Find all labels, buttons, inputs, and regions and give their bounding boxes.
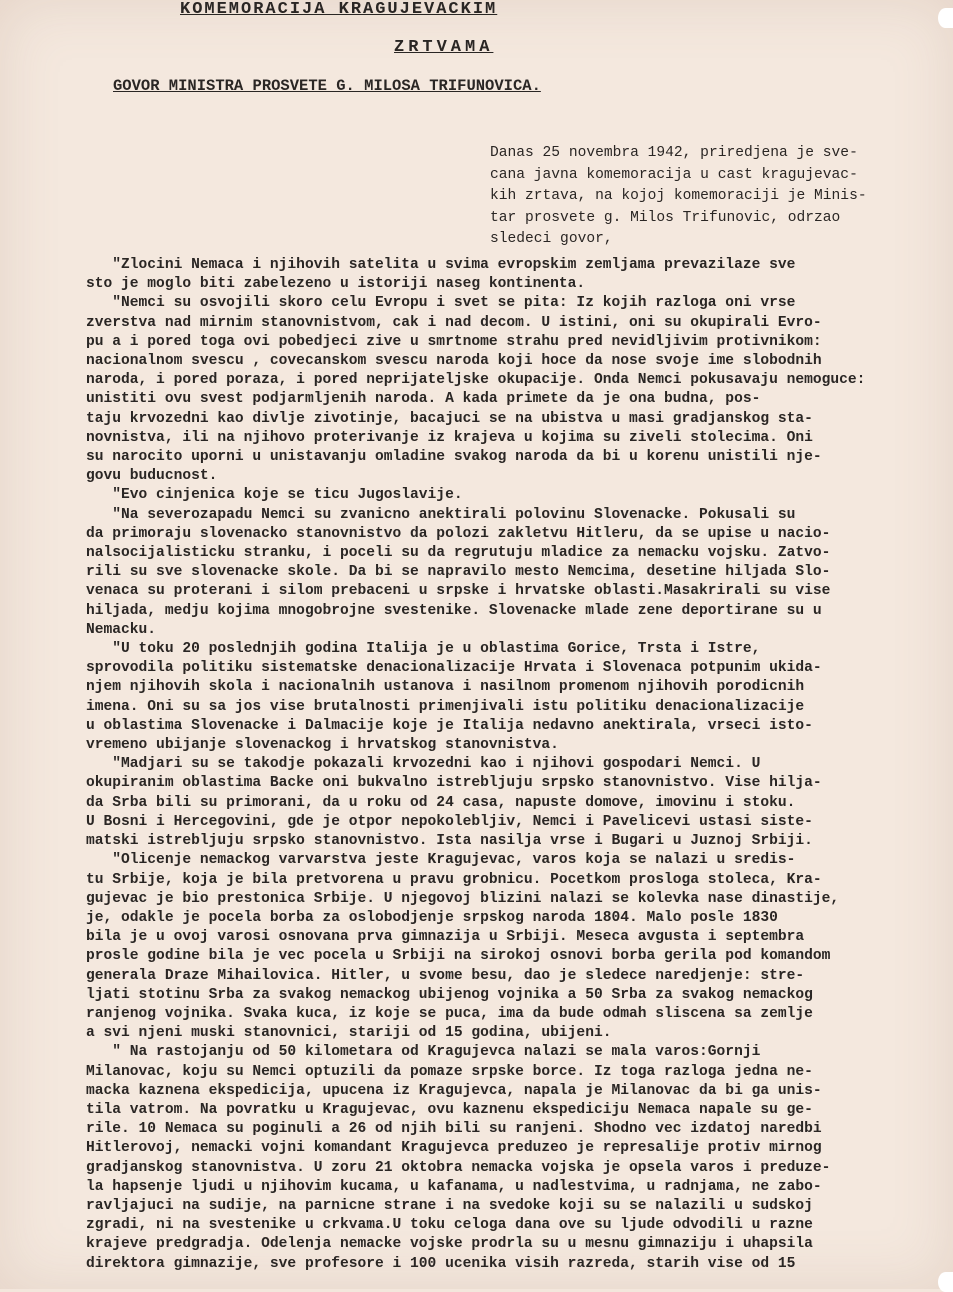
intro-paragraph <box>490 143 930 251</box>
speech-line: prosle godine bila je vec pocela u Srbiji na sirokoj osnovi borba gerila pod komandom <box>86 948 831 965</box>
speech-line: taju krvozedni kao divlje zivotinje, bacajuci se na ubistva u masi gradjanskog sta- <box>86 410 813 427</box>
punch-hole <box>938 8 953 28</box>
speech-line: u oblastima Slovenacke i Dalmacije koje je Italija nedavno anektirala, vrseci isto- <box>86 717 813 734</box>
speech-line: pu a i pored toga ovi pobedjeci zive u smrtnome strahu pred nevidljivim protivnikom: <box>86 333 822 350</box>
speech-line: njem njihovih skola i nacionalnih ustanova i nasilnom promenom njihovih porodicnih <box>86 679 805 696</box>
speech-line: rile. 10 Nemaca su poginuli a 26 od njih bili su ranjeni. Shodno vec izdatoj naredbi <box>86 1121 822 1138</box>
speech-line: nacionalnom svescu , covecanskom svescu naroda koji hoce da nose svoje ime slobodnih <box>86 353 822 370</box>
speech-line: imena. Oni su sa jos vise brutalnosti primenjivali istu politiku denacionalizacije <box>86 698 805 715</box>
speech-line: sprovodila politiku sistematske denacionalizacije Hrvata i Slovenaca potpunim ukida- <box>86 660 822 677</box>
speech-line: tu Srbije, koja je bila pretvorena u pravu grobnicu. Pocetkom proslogа stoleca, Kra- <box>86 871 822 888</box>
document-title-line2: ZRTVAMA <box>394 38 494 57</box>
speech-line: zgradi, ni na svestenike u crkvama.U toku celoga dana ove su ljude odvodili u razne <box>86 1217 813 1234</box>
speech-paragraph <box>86 294 926 486</box>
speech-line: macka kaznena ekspedicija, upucena iz Kragujevca, napala je Milanovac da bi ga unis- <box>86 1082 822 1099</box>
speech-line: Hitlerovoj, nemacki vojni komandant Kragujevca preduzeo je represalije protiv mirnog <box>86 1140 822 1157</box>
speech-line: govu buducnost. <box>86 468 218 485</box>
speech-line: da primoraju slovenacko stanovnistvo da polozi zakletvu Hitleru, da se upise u nacio- <box>86 525 831 542</box>
speech-line: U Bosni i Hercegovini, gde je otpor nepokolebljiv, Nemci i Pavelicevi ustasi siste- <box>86 813 813 830</box>
speech-paragraph <box>86 755 926 851</box>
speech-line: direktora gimnazije, sve profesore i 100 ucenika visih razreda, starih vise od 15 <box>86 1255 796 1272</box>
intro-line: sledeci govor, <box>490 231 613 247</box>
speech-line: zverstva nad mirnim stanovnistvom, cak i nad decom. U istini, oni su okupirali Evro- <box>86 314 822 331</box>
intro-line: cana javna komemoracija u cast kragujevac- <box>490 166 858 183</box>
punch-hole <box>938 1272 953 1292</box>
speech-line: okupiranim oblastima Backe oni bukvalno istrebljuju srpsko stanovnistvo. Vise hilja- <box>86 775 822 792</box>
speech-line: gujevac je bio prestonica Srbije. U njegovoj blizini nalazi se kolevka nase dinastije, <box>86 890 840 907</box>
speech-line: su narocito uporni u unistavanju omladine svakog naroda da bi u korenu unistili nje- <box>86 449 822 466</box>
speech-line: je, odakle je pocela borba za oslobodjenje srpskog naroda 1804. Malo posle 1830 <box>86 909 778 926</box>
speech-line: tila vatrom. Na povratku u Kragujevac, ovu kaznenu ekspediciju Nemaca napale su ge- <box>86 1101 813 1118</box>
speech-line: "Madjari su se takodje pokazali krvozedni kao i njihovi gospodari Nemci. U <box>86 756 761 773</box>
speech-line: unistiti ovu svest podjarmljenih naroda. A kada primete da je ona budna, pos- <box>86 391 761 408</box>
speech-line: Milanovac, koju su Nemci optuzili da pomaze srpske borce. Iz toga razloga jedna ne- <box>86 1063 813 1080</box>
speech-line: gradjanskog stanovnistva. U zoru 21 oktobra nemacka vojska je opsela varos i preduze- <box>86 1159 831 1176</box>
intro-line: kih zrtava, na kojoj komemoraciji je Minis- <box>490 188 867 204</box>
speech-line: matski istrebljuju srpsko stanovnistvo. Ista nasilja vrse i Bugari u Juznoj Srbiji. <box>86 833 813 850</box>
speech-line: la hapsenje ljudi u njihovim kucama, u kafanama, u nadlestvima, u radnjama, ne zabo- <box>86 1178 822 1195</box>
speech-paragraph <box>86 256 926 294</box>
document-title: KOMEMORACIJA KRAGUJEVACKIM <box>180 0 498 19</box>
speech-line: ravljajuci na sudije, na parnicne strane i na svedoke koji su se nalazili u sudskoj <box>86 1197 813 1214</box>
speech-line: krajeve predgradja. Odelenja nemacke vojske prodrla su u mesnu gimnaziju i uhapsila <box>86 1236 813 1253</box>
speech-line: "Na severozapadu Nemci su zvanicno anektirali polovinu Slovenacke. Pokusali su <box>86 506 796 523</box>
speech-paragraph <box>86 640 926 755</box>
speech-line: "Evo cinjenica koje se ticu Jugoslavije. <box>86 487 463 504</box>
speech-line: vremeno ubijanje slovenackog i hrvatskog stanovnistva. <box>86 737 559 754</box>
speech-line: nalsocijalisticku stranku, i poceli su da regrutuju mladice za nemacku vojsku. Zatvo- <box>86 545 831 562</box>
speech-line: " Na rastojanju od 50 kilometara od Kragujevca nalazi se mala varos:Gornji <box>86 1044 761 1061</box>
speech-line: da Srba bili su primorani, da u roku od 24 casa, napuste domove, imovinu i stoku. <box>86 794 796 811</box>
intro-line: Danas 25 novembra 1942, priredjena je sve- <box>490 145 858 161</box>
speech-line: ljati stotinu Srba za svakog nemackog ubijenog vojnika a 50 Srba za svakog nemackog <box>86 986 813 1003</box>
speech-paragraph <box>86 506 926 640</box>
speech-line: a svi njeni muski stanovnici, stariji od 15 godina, ubijeni. <box>86 1025 612 1042</box>
speech-line: rili su sve slovenacke skole. Da bi se napravilo mesto Nemcima, desetine hiljada Slo- <box>86 564 831 581</box>
speech-line: novnistva, ili na njihovo proterivanje iz krajeva u kojima su ziveli stolecima. Oni <box>86 429 813 446</box>
speech-line: hiljada, medju kojima mnogobrojne svestenike. Slovenacke mlade zene deportirane su u <box>86 602 822 619</box>
speech-paragraph <box>86 851 926 1043</box>
speech-line: "Olicenje nemackog varvarstva jeste Kragujevac, varos koja se nalazi u sredis- <box>86 852 796 869</box>
intro-line: tar prosvete g. Milos Trifunovic, odrzao <box>490 209 841 226</box>
speech-paragraph <box>86 486 926 505</box>
speech-paragraph <box>86 1043 926 1273</box>
speech-body <box>86 256 926 1274</box>
speech-line: ranjenog vojnika. Svaka kuca, iz koje se puca, ima da bude odmah sliscena sa zemlje <box>86 1005 813 1022</box>
speech-line: venaca su proterani i silom prebaceni u srpske i hrvatske oblasti.Masakrirali su vise <box>86 583 831 600</box>
speech-line: generala Draze Mihailovica. Hitler, u svome besu, dao je sledece naredjenje: stre- <box>86 967 805 984</box>
speech-line: "U toku 20 poslednjih godina Italija je u oblastima Gorice, Trsta i Istre, <box>86 641 761 658</box>
speech-line: bila je u ovoj varosi osnovana prva gimnazija u Srbiji. Meseca avgusta i septembra <box>86 929 805 946</box>
speech-line: naroda, i pored poraza, i pored neprijateljske okupacije. Onda Nemci pokusavaju nemoguce: <box>86 372 866 389</box>
speech-line: "Zlocini Nemaca i njihovih satelita u svima evropskim zemljama prevazilaze sve <box>86 257 796 273</box>
speech-line: sto je moglo biti zabelezeno u istoriji naseg kontinenta. <box>86 276 586 293</box>
speech-line: Nemacku. <box>86 621 157 638</box>
speech-line: "Nemci su osvojili skoro celu Evropu i svet se pita: Iz kojih razloga oni vrse <box>86 295 796 312</box>
document-subtitle: GOVOR MINISTRA PROSVETE G. MILOSA TRIFUNOVICA. <box>113 77 541 95</box>
